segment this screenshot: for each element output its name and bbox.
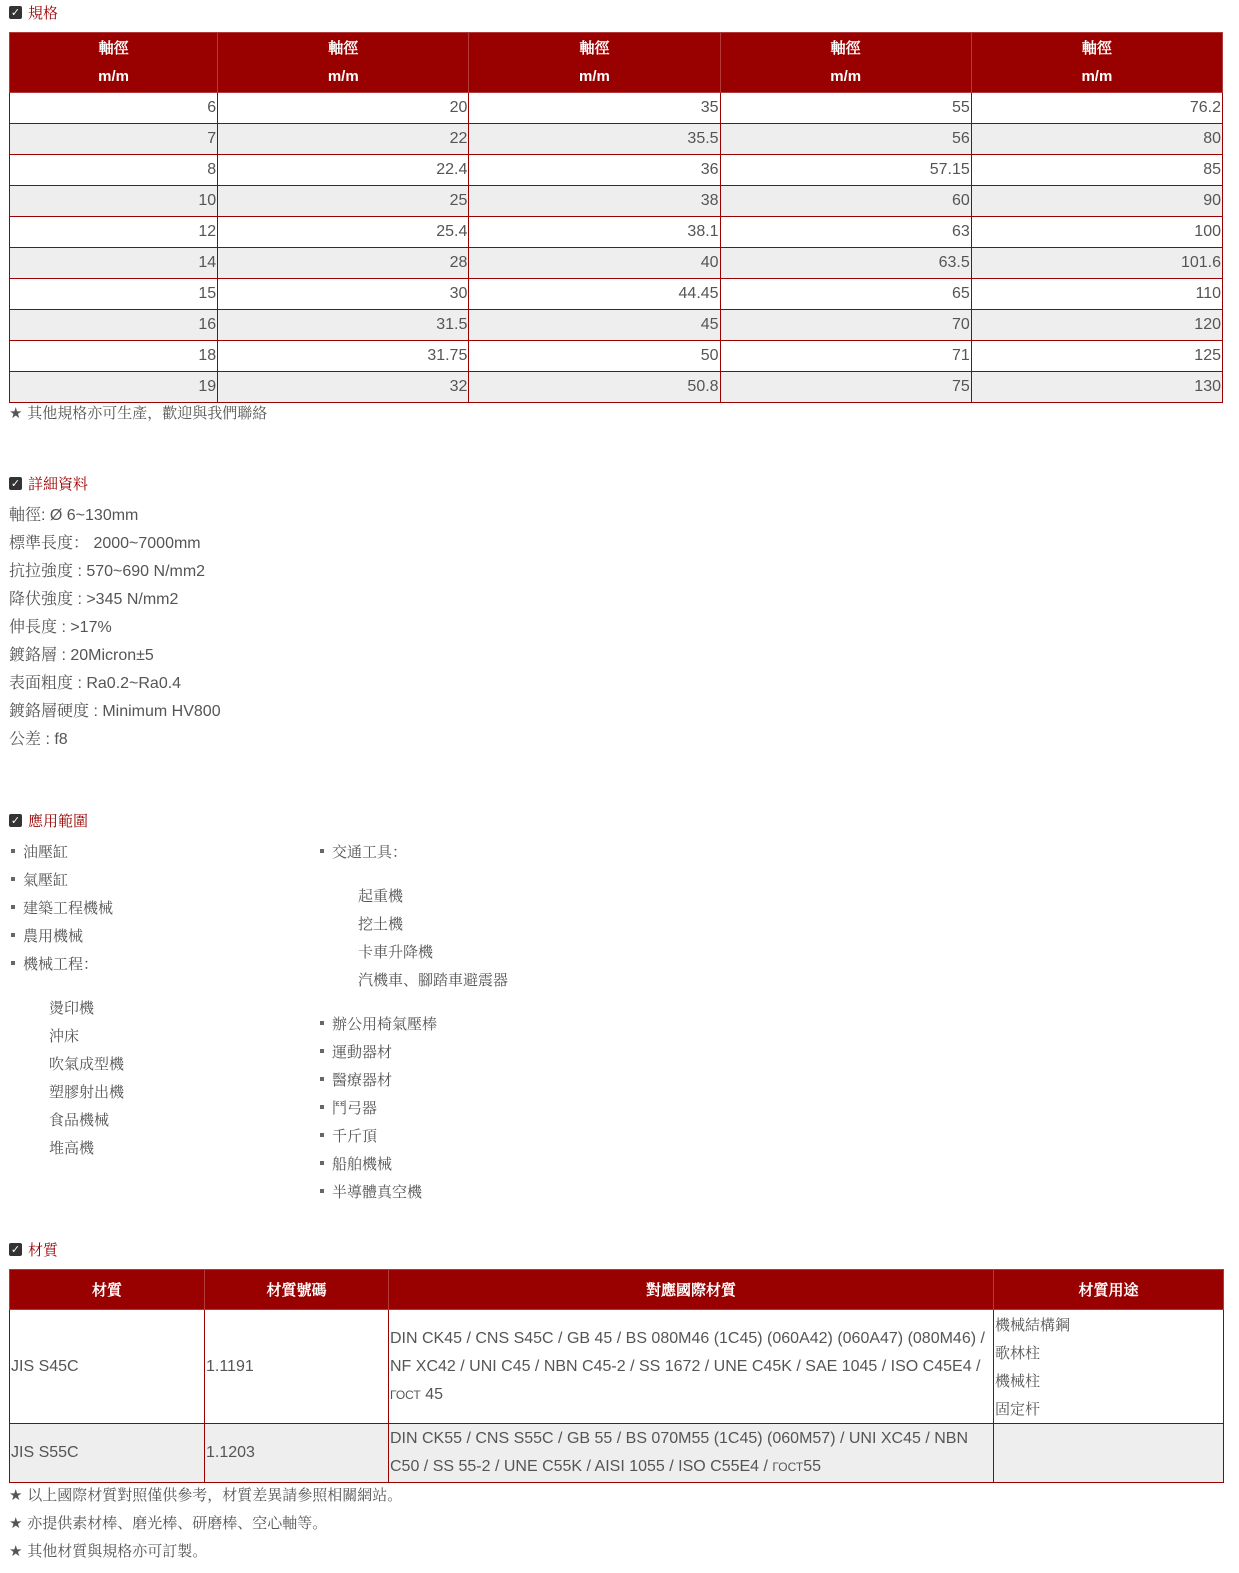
spec-cell: 100 <box>971 217 1222 248</box>
app-item-label: 氣壓缸 <box>23 871 69 889</box>
material-section-title <box>9 1238 58 1260</box>
bullet-icon <box>320 1105 324 1109</box>
spec-cell: 18 <box>10 341 218 372</box>
spec-cell: 60 <box>720 186 971 217</box>
intl-line: DIN CK45 / CNS S45C / GB 45 / BS 080M46 (1C45) (060A42) (060A47) (080M46) / <box>390 1329 985 1347</box>
intl-line <box>390 1381 992 1409</box>
spec-cell: 45 <box>469 310 720 341</box>
app-item <box>9 838 124 866</box>
app-item <box>9 866 124 894</box>
spec-cell: 6 <box>10 93 218 124</box>
spec-cell: 70 <box>720 310 971 341</box>
material-intl-cell <box>389 1424 994 1483</box>
bullet-icon <box>320 1133 324 1137</box>
spec-header-label: 軸徑 <box>328 39 359 57</box>
app-item-label: 辦公用椅氣壓棒 <box>332 1015 438 1033</box>
app-item <box>318 1122 508 1150</box>
spec-cell: 71 <box>720 341 971 372</box>
app-list-right <box>318 838 508 1206</box>
app-item-label: 鬥弓器 <box>332 1099 378 1117</box>
spec-cell: 110 <box>971 279 1222 310</box>
spec-cell: 63.5 <box>720 248 971 279</box>
detail-line: 軸徑: Ø 6~130mm <box>9 507 139 524</box>
app-sub-item: 汽機車、腳踏車避震器 <box>358 971 509 989</box>
detail-line: 公差 : f8 <box>9 731 68 748</box>
app-item-label: 船舶機械 <box>332 1155 393 1173</box>
app-sub-item: 燙印機 <box>49 999 95 1017</box>
spec-row <box>10 310 1223 341</box>
bullet-icon <box>11 905 15 909</box>
bullet-icon <box>320 1049 324 1053</box>
spec-cell: 85 <box>971 155 1222 186</box>
spec-row <box>10 155 1223 186</box>
spec-cell: 30 <box>218 279 469 310</box>
spec-cell: 15 <box>10 279 218 310</box>
material-use-item: 固定杆 <box>995 1399 1041 1418</box>
spec-header-cell <box>469 33 720 93</box>
spec-note: ★ 其他規格亦可生產，歡迎與我們聯絡 <box>9 404 268 422</box>
spec-cell: 31.75 <box>218 341 469 372</box>
spec-row <box>10 372 1223 403</box>
app-list-left <box>9 838 124 1162</box>
spec-cell: 7 <box>10 124 218 155</box>
spec-cell: 22 <box>218 124 469 155</box>
app-item-label: 醫療器材 <box>332 1071 393 1089</box>
detail-line: 伸長度 : >17% <box>9 619 112 636</box>
spec-header-unit: m/m <box>830 67 862 85</box>
app-item-label: 機械工程： <box>23 955 99 973</box>
app-item <box>318 1150 508 1178</box>
spec-cell: 19 <box>10 372 218 403</box>
spec-cell: 35.5 <box>469 124 720 155</box>
spec-header-unit: m/m <box>98 67 129 85</box>
intl-line: DIN CK55 / CNS S55C / GB 55 / BS 070M55 (1C45) (060M57) / UNI XC45 / NBN <box>390 1430 968 1447</box>
material-row <box>10 1424 1224 1483</box>
spec-cell: 55 <box>720 93 971 124</box>
material-note: ★ 亦提供素材棒、磨光棒、研磨棒、空心軸等。 <box>9 1514 328 1532</box>
bullet-icon <box>11 877 15 881</box>
app-sub-item: 挖土機 <box>358 915 404 933</box>
app-section-title <box>9 809 88 831</box>
gost-number: 45 <box>420 1385 444 1403</box>
spec-cell: 28 <box>218 248 469 279</box>
spec-cell: 75 <box>720 372 971 403</box>
spec-row <box>10 279 1223 310</box>
app-item-label: 運動器材 <box>332 1043 393 1061</box>
detail-line: 標準長度： 2000~7000mm <box>9 535 201 552</box>
spec-header-unit: m/m <box>327 67 359 85</box>
spec-header-label: 軸徑 <box>579 39 610 57</box>
spacer <box>318 866 508 882</box>
spec-cell: 38 <box>469 186 720 217</box>
checkbox-icon: ✓ <box>10 476 21 490</box>
spec-section-title <box>9 1 58 23</box>
material-header-row <box>10 1270 1224 1310</box>
spec-cell: 50.8 <box>469 372 720 403</box>
spec-cell: 120 <box>971 310 1222 341</box>
material-note: ★ 其他材質與規格亦可訂製。 <box>9 1542 208 1560</box>
spec-row <box>10 341 1223 372</box>
app-sub-item: 沖床 <box>49 1027 80 1045</box>
app-item-label: 半導體真空機 <box>332 1183 423 1201</box>
material-table <box>9 1269 1224 1483</box>
detail-section-title <box>9 472 88 494</box>
material-use-item: 機械結構鋼 <box>995 1315 1071 1334</box>
spacer <box>9 978 124 994</box>
spec-cell: 31.5 <box>218 310 469 341</box>
material-intl-cell <box>389 1310 994 1424</box>
checkbox-icon: ✓ <box>10 813 21 827</box>
app-item <box>318 1094 508 1122</box>
spec-cell: 76.2 <box>971 93 1222 124</box>
bullet-icon <box>320 1077 324 1081</box>
app-item-label: 農用機械 <box>23 927 84 945</box>
spec-cell: 63 <box>720 217 971 248</box>
app-sub-item: 吹氣成型機 <box>49 1055 125 1073</box>
material-name-cell: JIS S55C <box>10 1424 205 1483</box>
app-item <box>318 838 508 866</box>
spec-header-unit: m/m <box>579 67 610 85</box>
spec-cell: 80 <box>971 124 1222 155</box>
spec-cell: 38.1 <box>469 217 720 248</box>
detail-line: 降伏強度 : >345 N/mm2 <box>9 591 179 608</box>
material-note: ★ 以上國際材質對照僅供參考，材質差異請參照相關網站。 <box>9 1486 403 1504</box>
spec-header-label: 軸徑 <box>98 39 129 57</box>
detail-list <box>9 502 221 754</box>
material-title-text: 材質 <box>28 1240 59 1259</box>
spec-cell: 12 <box>10 217 218 248</box>
spec-header-unit: m/m <box>1081 67 1113 85</box>
spec-cell: 25.4 <box>218 217 469 248</box>
bullet-icon <box>320 1189 324 1193</box>
intl-line <box>390 1453 992 1481</box>
material-name-cell: JIS S45C <box>10 1310 205 1424</box>
app-sub-item: 堆高機 <box>49 1139 95 1157</box>
spec-cell: 32 <box>218 372 469 403</box>
app-item <box>9 894 124 922</box>
spec-cell: 14 <box>10 248 218 279</box>
spec-cell: 101.6 <box>971 248 1222 279</box>
material-use-cell <box>994 1310 1224 1424</box>
spacer <box>318 994 508 1010</box>
spec-cell: 50 <box>469 341 720 372</box>
spec-row <box>10 217 1223 248</box>
detail-title-text: 詳細資料 <box>28 474 89 493</box>
app-item <box>9 922 124 950</box>
spec-cell: 10 <box>10 186 218 217</box>
detail-line: 表面粗度 : Ra0.2~Ra0.4 <box>9 675 182 692</box>
spec-cell: 35 <box>469 93 720 124</box>
spec-header-row <box>10 33 1223 93</box>
gost-label: ГОСТ <box>390 1387 421 1402</box>
checkbox-icon: ✓ <box>10 5 21 19</box>
app-sub-item: 卡車升降機 <box>358 943 434 961</box>
material-header-cell: 材質用途 <box>994 1270 1224 1310</box>
app-sub-item: 起重機 <box>358 887 404 905</box>
spec-cell: 25 <box>218 186 469 217</box>
spec-cell: 125 <box>971 341 1222 372</box>
spec-cell: 130 <box>971 372 1222 403</box>
app-item <box>318 1038 508 1066</box>
app-item-label: 交通工具： <box>332 843 408 861</box>
spec-cell: 8 <box>10 155 218 186</box>
app-sub-item: 塑膠射出機 <box>49 1083 125 1101</box>
spec-header-cell <box>10 33 218 93</box>
app-sub-item: 食品機械 <box>49 1111 110 1129</box>
spec-header-cell <box>218 33 469 93</box>
app-item-label: 千斤頂 <box>332 1127 378 1145</box>
app-item <box>318 1066 508 1094</box>
intl-line: NF XC42 / UNI C45 / NBN C45-2 / SS 1672 / UNE C45K / SAE 1045 / ISO C45E4 / <box>390 1357 981 1375</box>
detail-line: 鍍鉻層硬度 : Minimum HV800 <box>9 703 221 720</box>
bullet-icon <box>11 961 15 965</box>
spec-row <box>10 93 1223 124</box>
gost-number: 55 <box>803 1458 821 1475</box>
spec-table <box>9 32 1223 403</box>
spec-title-text: 規格 <box>28 3 59 22</box>
spec-header-cell <box>720 33 971 93</box>
spec-cell: 65 <box>720 279 971 310</box>
app-item <box>318 1178 508 1206</box>
bullet-icon <box>320 1021 324 1025</box>
spec-cell: 20 <box>218 93 469 124</box>
spec-header-cell <box>971 33 1222 93</box>
material-use-item: 歌林柱 <box>995 1343 1041 1362</box>
gost-label: ГОСТ <box>772 1460 804 1474</box>
spec-header-label: 軸徑 <box>1081 39 1112 57</box>
spec-cell: 36 <box>469 155 720 186</box>
detail-line: 鍍鉻層 : 20Micron±5 <box>9 647 154 664</box>
intl-line-text: C50 / SS 55-2 / UNE C55K / AISI 1055 / ISO C55E4 / <box>390 1458 768 1475</box>
spec-cell: 56 <box>720 124 971 155</box>
spec-cell: 16 <box>10 310 218 341</box>
bullet-icon <box>11 933 15 937</box>
bullet-icon <box>320 1161 324 1165</box>
app-item-label: 建築工程機械 <box>23 899 114 917</box>
app-item <box>318 1010 508 1038</box>
material-number-cell: 1.1203 <box>205 1424 389 1483</box>
app-item-label: 油壓缸 <box>23 843 69 861</box>
detail-line: 抗拉強度 : 570~690 N/mm2 <box>9 563 206 580</box>
material-header-cell: 對應國際材質 <box>389 1270 994 1310</box>
material-header-cell: 材質號碼 <box>205 1270 389 1310</box>
spec-cell: 57.15 <box>720 155 971 186</box>
spec-row <box>10 248 1223 279</box>
spec-row <box>10 186 1223 217</box>
material-use-cell <box>994 1424 1224 1483</box>
material-use-item: 機械柱 <box>995 1371 1041 1390</box>
bullet-icon <box>11 849 15 853</box>
spec-cell: 40 <box>469 248 720 279</box>
checkbox-icon: ✓ <box>10 1242 21 1256</box>
spec-header-label: 軸徑 <box>830 39 861 57</box>
material-number-cell: 1.1191 <box>205 1310 389 1424</box>
spec-cell: 44.45 <box>469 279 720 310</box>
spec-cell: 90 <box>971 186 1222 217</box>
material-header-cell: 材質 <box>10 1270 205 1310</box>
spec-row <box>10 124 1223 155</box>
spec-cell: 22.4 <box>218 155 469 186</box>
bullet-icon <box>320 849 324 853</box>
app-item <box>9 950 124 978</box>
app-title-text: 應用範圍 <box>28 811 89 830</box>
material-row <box>10 1310 1224 1424</box>
